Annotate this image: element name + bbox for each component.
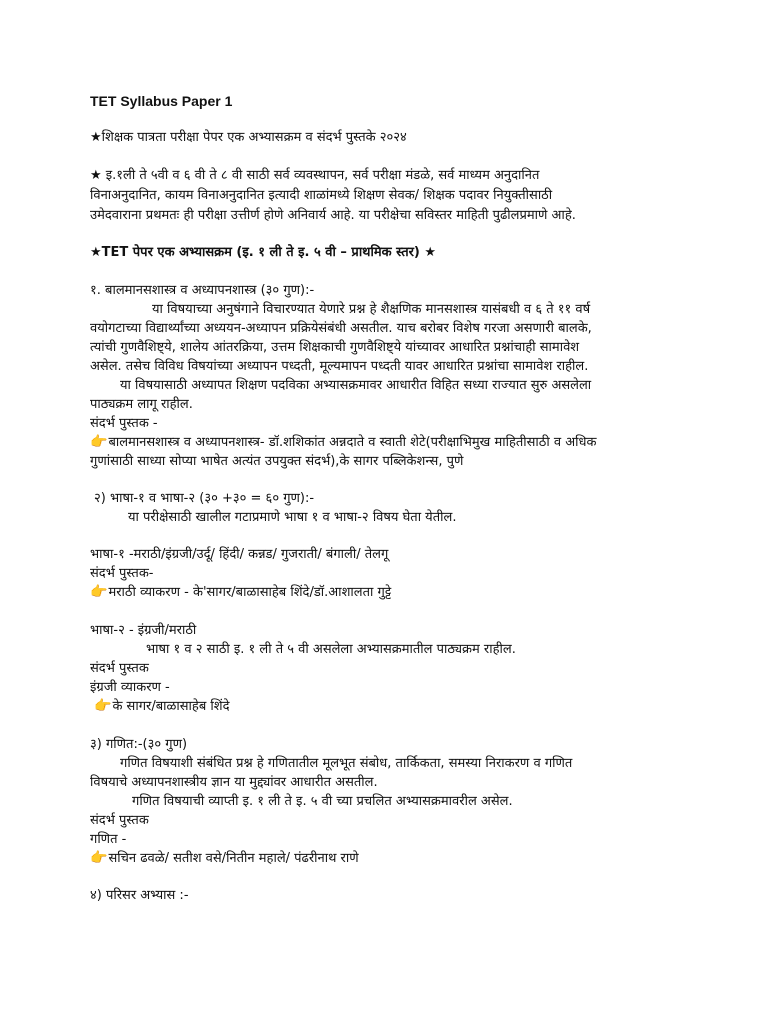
s2-ref2-label: संदर्भ पुस्तक — [90, 661, 149, 676]
s4-heading: ४) परिसर अभ्यास :- — [90, 888, 189, 903]
s2-lang2-line: भाषा १ व २ साठी इ. १ ली ते ५ वी असलेला अभ्यासक्रमातील पाठ्यक्रम राहील. — [146, 642, 516, 657]
doc-subtitle: ★शिक्षक पात्रता परीक्षा पेपर एक अभ्यासक्रम व संदर्भ पुस्तके २०२४ — [90, 130, 407, 145]
s1-para2-line: पाठ्यक्रम लागू राहील. — [90, 397, 193, 412]
pointing-hand-icon: 👉 — [90, 434, 108, 450]
s2-ref1-text: मराठी व्याकरण - के'सागर/बाळासाहेब शिंदे/डॉ.आशालता गुट्टे — [108, 585, 392, 600]
s3-para-line: विषयाचे अध्यापनशास्त्रीय ज्ञान या मुद्द्यांवर आधारीत असतील. — [90, 775, 378, 790]
pointing-hand-icon: 👉 — [90, 850, 108, 866]
intro-line: ★ इ.१ली ते ५वी व ६ वी ते ८ वी साठी सर्व व्यवस्थापन, सर्व परीक्षा मंडळे, सर्व माध्यम अनुदानित — [90, 168, 540, 183]
s2-ref2-sub: इंग्रजी व्याकरण - — [90, 680, 170, 695]
s1-para-line: त्यांची गुणवैशिष्ट्ये, शालेय आंतरक्रिया, उत्तम शिक्षकाची गुणवैशिष्ट्ये यांच्यावर आधारित प्रश्नांचाही सामावेश — [90, 340, 580, 355]
s1-para-line: असेल. तसेच विविध विषयांच्या अध्यापन पध्दती, मूल्यमापन पध्दती यावर आधारित प्रश्नांचा सामावेश राहील. — [90, 359, 589, 374]
doc-title: TET Syllabus Paper 1 — [90, 93, 233, 109]
section-heading: ★TET पेपर एक अभ्यासक्रम (इ. १ ली ते इ. ५ वी – प्राथमिक स्तर) ★ — [90, 245, 437, 260]
pointing-hand-icon: 👉 — [94, 698, 112, 714]
s2-ref1-label: संदर्भ पुस्तक- — [90, 566, 154, 581]
s3-para-line: गणित विषयाशी संबंधित प्रश्न हे गणितातील मूलभूत संबोध, तार्किकता, समस्या निराकरण व गणित — [120, 756, 573, 771]
s1-para-line: या विषयाच्या अनुषंगाने विचारण्यात येणारे प्रश्न हे शैक्षणिक मानसशास्त्र यासंबधी व ६ ते ११ वर्ष — [152, 302, 591, 317]
s2-ref2-line — [94, 697, 230, 716]
s1-ref-text: बालमानसशास्त्र व अध्यापनशास्त्र- डॉ.शशिकांत अन्नदाते व स्वाती शेटे(परीक्षाभिमुख माहितीसाठी व अधिक — [108, 435, 597, 450]
s1-ref-label: संदर्भ पुस्तक - — [90, 416, 158, 431]
s2-ref1-line — [90, 583, 391, 602]
s2-line: या परीक्षेसाठी खालील गटाप्रमाणे भाषा १ व भाषा-२ विषय घेता येतील. — [128, 510, 457, 525]
s3-heading: ३) गणित:-(३० गुण) — [90, 737, 188, 752]
intro-line: उमेदवाराना प्रथमतः ही परीक्षा उत्तीर्ण होणे अनिवार्य आहे. या परीक्षेचा सविस्तर माहिती पुढीलप्रमाणे आहे. — [90, 208, 576, 223]
s1-para2-line: या विषयासाठी अध्यापत शिक्षण पदविका अभ्यासक्रमावर आधारीत विहित सध्या राज्यात सुरु असलेला — [120, 378, 592, 393]
intro-line: विनाअनुदानित, कायम विनाअनुदानित इत्यादी शाळांमध्ये शिक्षण सेवक/ शिक्षक पदावर नियुक्तीसाठी — [90, 188, 553, 203]
s3-ref-sub: गणित - — [90, 832, 127, 847]
s3-ref-line — [90, 849, 359, 868]
s2-ref2-text: के सागर/बाळासाहेब शिंदे — [112, 699, 230, 714]
s3-ref-label: संदर्भ पुस्तक — [90, 813, 149, 828]
s2-lang2: भाषा-२ - इंग्रजी/मराठी — [90, 623, 197, 638]
s2-lang1: भाषा-१ -मराठी/इंग्रजी/उर्दू/ हिंदी/ कन्नड/ गुजराती/ बंगाली/ तेलगू — [90, 547, 389, 562]
s1-ref-line: गुणांसाठी साध्या सोप्या भाषेत अत्यंत उपयुक्त संदर्भ),के सागर पब्लिकेशन्स, पुणे — [90, 454, 464, 469]
s1-para-line: वयोगटाच्या विद्यार्थ्यांच्या अध्ययन-अध्यापन प्रक्रियेसंबंधी असतील. याच बरोबर विशेष गरजा असणारी बालके, — [90, 321, 592, 336]
s2-heading: २) भाषा-१ व भाषा-२ (३० +३० = ६० गुण):- — [94, 491, 315, 506]
s3-ref-text: सचिन ढवळे/ सतीश वसे/नितीन महाले/ पंढरीनाथ राणे — [108, 851, 359, 866]
s1-heading: १. बालमानसशास्त्र व अध्यापनशास्त्र (३० गुण):- — [90, 283, 315, 298]
pointing-hand-icon: 👉 — [90, 584, 108, 600]
s3-para2: गणित विषयाची व्याप्ती इ. १ ली ते इ. ५ वी च्या प्रचलित अभ्यासक्रमावरील असेल. — [132, 794, 513, 809]
s1-ref-line — [90, 433, 596, 452]
